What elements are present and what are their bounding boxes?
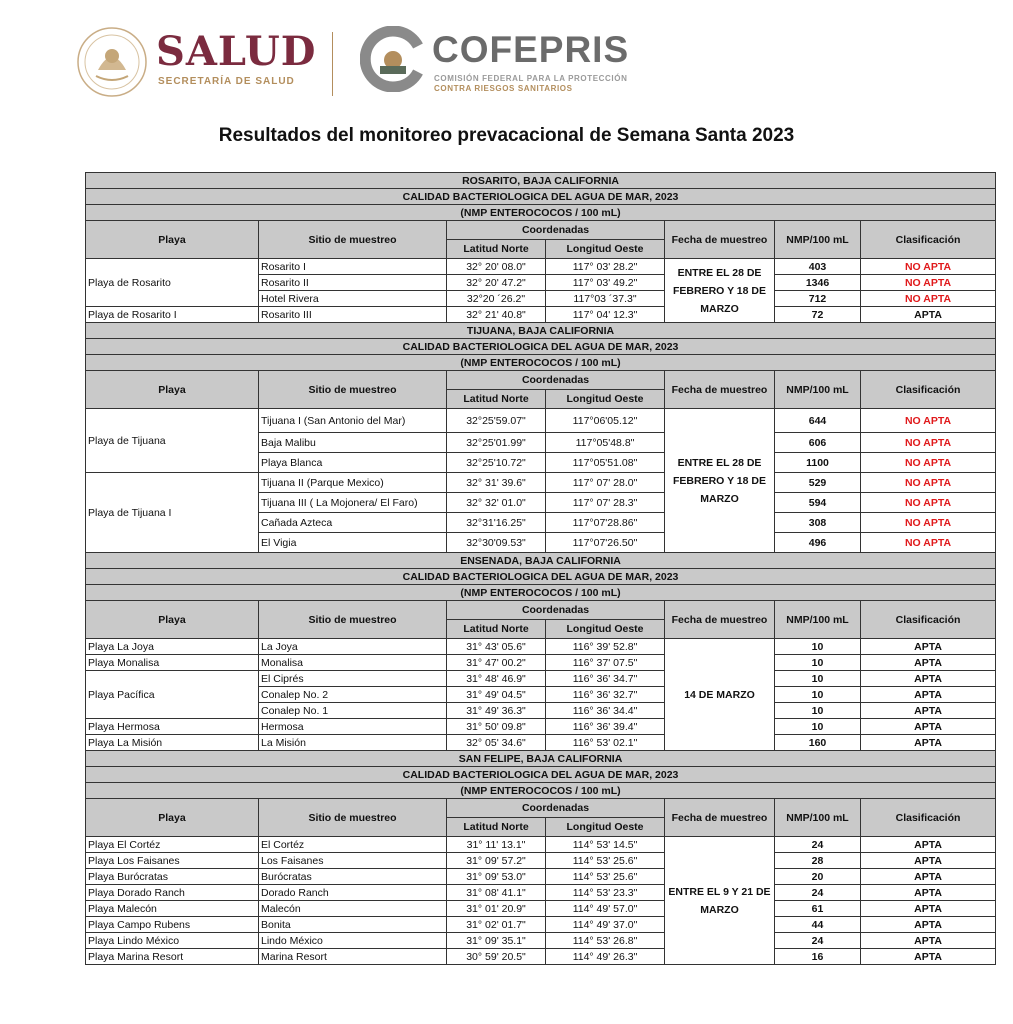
classification-badge: APTA bbox=[861, 949, 996, 965]
classification-badge: APTA bbox=[861, 933, 996, 949]
longitud-cell: 116° 53' 02.1" bbox=[546, 735, 665, 751]
col-header-latitud: Latitud Norte bbox=[447, 620, 546, 639]
playa-cell: Playa Malecón bbox=[86, 901, 259, 917]
page-title: Resultados del monitoreo prevacacional de Semana Santa 2023 bbox=[218, 125, 795, 146]
results-table-wrap bbox=[85, 172, 995, 965]
section-3-quality-title bbox=[86, 569, 996, 585]
nmp-cell: 606 bbox=[775, 433, 861, 453]
longitud-cell: 114° 49' 26.3" bbox=[546, 949, 665, 965]
col-header-sitio: Sitio de muestreo bbox=[259, 221, 447, 259]
sitio-cell: Tijuana II (Parque Mexico) bbox=[259, 473, 447, 493]
nmp-cell: 1100 bbox=[775, 453, 861, 473]
nmp-cell: 24 bbox=[775, 885, 861, 901]
results-table bbox=[85, 172, 996, 965]
table-row bbox=[86, 837, 996, 853]
longitud-cell: 117° 04' 12.3" bbox=[546, 307, 665, 323]
section-3-region-title-text: ENSENADA, BAJA CALIFORNIA bbox=[86, 553, 996, 569]
classification-badge: APTA bbox=[861, 837, 996, 853]
playa-cell: Playa Hermosa bbox=[86, 719, 259, 735]
playa-cell: Playa de Rosarito bbox=[86, 259, 259, 307]
col-header-latitud: Latitud Norte bbox=[447, 818, 546, 837]
classification-badge: NO APTA bbox=[861, 275, 996, 291]
col-header-fecha: Fecha de muestreo bbox=[665, 221, 775, 259]
nmp-cell: 10 bbox=[775, 703, 861, 719]
nmp-cell: 10 bbox=[775, 671, 861, 687]
longitud-cell: 114° 53' 23.3" bbox=[546, 885, 665, 901]
playa-cell: Playa Campo Rubens bbox=[86, 917, 259, 933]
col-header-longitud: Longitud Oeste bbox=[546, 390, 665, 409]
longitud-cell: 117°06'05.12" bbox=[546, 409, 665, 433]
sitio-cell: Marina Resort bbox=[259, 949, 447, 965]
col-header-clasificacion: Clasificación bbox=[861, 371, 996, 409]
sitio-cell: El Cortéz bbox=[259, 837, 447, 853]
table-row bbox=[86, 719, 996, 735]
playa-cell: Playa La Joya bbox=[86, 639, 259, 655]
latitud-cell: 31° 48' 46.9" bbox=[447, 671, 546, 687]
longitud-cell: 114° 53' 14.5" bbox=[546, 837, 665, 853]
col-header-clasificacion: Clasificación bbox=[861, 221, 996, 259]
latitud-cell: 32°25'10.72" bbox=[447, 453, 546, 473]
col-header-fecha: Fecha de muestreo bbox=[665, 601, 775, 639]
classification-badge: APTA bbox=[861, 671, 996, 687]
playa-cell: Playa Dorado Ranch bbox=[86, 885, 259, 901]
longitud-cell: 114° 53' 26.8" bbox=[546, 933, 665, 949]
section-2-region-title-text: TIJUANA, BAJA CALIFORNIA bbox=[86, 323, 996, 339]
classification-badge: NO APTA bbox=[861, 493, 996, 513]
latitud-cell: 32°31'16.25" bbox=[447, 513, 546, 533]
col-header-longitud: Longitud Oeste bbox=[546, 818, 665, 837]
longitud-cell: 117°03 ´37.3" bbox=[546, 291, 665, 307]
classification-badge: NO APTA bbox=[861, 259, 996, 275]
latitud-cell: 31° 47' 00.2" bbox=[447, 655, 546, 671]
classification-badge: NO APTA bbox=[861, 533, 996, 553]
classification-badge: APTA bbox=[861, 901, 996, 917]
table-row bbox=[86, 949, 996, 965]
table-row bbox=[86, 735, 996, 751]
col-header-nmp: NMP/100 mL bbox=[775, 371, 861, 409]
section-3-header-row-1 bbox=[86, 601, 996, 620]
longitud-cell: 114° 53' 25.6" bbox=[546, 853, 665, 869]
latitud-cell: 31° 49' 36.3" bbox=[447, 703, 546, 719]
table-row bbox=[86, 869, 996, 885]
nmp-cell: 712 bbox=[775, 291, 861, 307]
col-header-nmp: NMP/100 mL bbox=[775, 221, 861, 259]
classification-badge: APTA bbox=[861, 703, 996, 719]
classification-badge: APTA bbox=[861, 687, 996, 703]
nmp-cell: 28 bbox=[775, 853, 861, 869]
sitio-cell: Rosarito III bbox=[259, 307, 447, 323]
col-header-sitio: Sitio de muestreo bbox=[259, 601, 447, 639]
table-row bbox=[86, 853, 996, 869]
col-header-coordenadas: Coordenadas bbox=[447, 371, 665, 390]
longitud-cell: 116° 36' 32.7" bbox=[546, 687, 665, 703]
section-1-header-row-1 bbox=[86, 221, 996, 240]
latitud-cell: 31° 08' 41.1" bbox=[447, 885, 546, 901]
latitud-cell: 31° 09' 35.1" bbox=[447, 933, 546, 949]
longitud-cell: 117° 07' 28.3" bbox=[546, 493, 665, 513]
col-header-fecha: Fecha de muestreo bbox=[665, 371, 775, 409]
classification-badge: NO APTA bbox=[861, 453, 996, 473]
col-header-latitud: Latitud Norte bbox=[447, 390, 546, 409]
col-header-playa: Playa bbox=[86, 601, 259, 639]
table-row bbox=[86, 655, 996, 671]
cofepris-logo-icon bbox=[360, 26, 426, 92]
mexico-seal-icon bbox=[76, 26, 148, 98]
latitud-cell: 32° 05' 34.6" bbox=[447, 735, 546, 751]
col-header-sitio: Sitio de muestreo bbox=[259, 799, 447, 837]
nmp-cell: 61 bbox=[775, 901, 861, 917]
table-row bbox=[86, 639, 996, 655]
nmp-cell: 308 bbox=[775, 513, 861, 533]
sitio-cell: Burócratas bbox=[259, 869, 447, 885]
sitio-cell: Malecón bbox=[259, 901, 447, 917]
col-header-nmp: NMP/100 mL bbox=[775, 799, 861, 837]
nmp-cell: 10 bbox=[775, 687, 861, 703]
latitud-cell: 30° 59' 20.5" bbox=[447, 949, 546, 965]
cofepris-subtitle-2: CONTRA RIESGOS SANITARIOS bbox=[434, 84, 573, 93]
latitud-cell: 31° 43' 05.6" bbox=[447, 639, 546, 655]
logo-divider bbox=[332, 32, 333, 96]
longitud-cell: 116° 36' 34.7" bbox=[546, 671, 665, 687]
latitud-cell: 31° 09' 53.0" bbox=[447, 869, 546, 885]
playa-cell: Playa Monalisa bbox=[86, 655, 259, 671]
sitio-cell: Baja Malibu bbox=[259, 433, 447, 453]
nmp-cell: 1346 bbox=[775, 275, 861, 291]
table-row bbox=[86, 917, 996, 933]
latitud-cell: 31° 11' 13.1" bbox=[447, 837, 546, 853]
sitio-cell: Monalisa bbox=[259, 655, 447, 671]
nmp-cell: 16 bbox=[775, 949, 861, 965]
nmp-cell: 24 bbox=[775, 933, 861, 949]
classification-badge: APTA bbox=[861, 735, 996, 751]
table-row bbox=[86, 409, 996, 433]
sitio-cell: Lindo México bbox=[259, 933, 447, 949]
section-2-header-row-1 bbox=[86, 371, 996, 390]
playa-cell: Playa de Rosarito I bbox=[86, 307, 259, 323]
table-row bbox=[86, 473, 996, 493]
section-3-unit-title bbox=[86, 585, 996, 601]
playa-cell: Playa Los Faisanes bbox=[86, 853, 259, 869]
col-header-nmp: NMP/100 mL bbox=[775, 601, 861, 639]
section-3-quality-title-text: CALIDAD BACTERIOLOGICA DEL AGUA DE MAR, 2023 bbox=[86, 569, 996, 585]
section-1-region-title-text: ROSARITO, BAJA CALIFORNIA bbox=[86, 173, 996, 189]
nmp-cell: 160 bbox=[775, 735, 861, 751]
sitio-cell: Conalep No. 2 bbox=[259, 687, 447, 703]
classification-badge: APTA bbox=[861, 853, 996, 869]
latitud-cell: 32°20 ´26.2" bbox=[447, 291, 546, 307]
sitio-cell: Playa Blanca bbox=[259, 453, 447, 473]
col-header-playa: Playa bbox=[86, 221, 259, 259]
col-header-coordenadas: Coordenadas bbox=[447, 601, 665, 620]
col-header-fecha: Fecha de muestreo bbox=[665, 799, 775, 837]
latitud-cell: 32° 31' 39.6" bbox=[447, 473, 546, 493]
section-2-region-title bbox=[86, 323, 996, 339]
salud-wordmark: SALUD bbox=[156, 28, 317, 75]
sitio-cell: Tijuana III ( La Mojonera/ El Faro) bbox=[259, 493, 447, 513]
col-header-clasificacion: Clasificación bbox=[861, 601, 996, 639]
sitio-cell: La Joya bbox=[259, 639, 447, 655]
latitud-cell: 32° 20' 08.0" bbox=[447, 259, 546, 275]
section-4-region-title-text: SAN FELIPE, BAJA CALIFORNIA bbox=[86, 751, 996, 767]
playa-cell: Playa de Tijuana I bbox=[86, 473, 259, 553]
sitio-cell: Bonita bbox=[259, 917, 447, 933]
section-2-unit-title-text: (NMP ENTEROCOCOS / 100 mL) bbox=[86, 355, 996, 371]
latitud-cell: 32°25'01.99" bbox=[447, 433, 546, 453]
col-header-playa: Playa bbox=[86, 799, 259, 837]
longitud-cell: 116° 39' 52.8" bbox=[546, 639, 665, 655]
col-header-sitio: Sitio de muestreo bbox=[259, 371, 447, 409]
section-1-quality-title bbox=[86, 189, 996, 205]
fecha-cell: ENTRE EL 28 DE FEBRERO Y 18 DE MARZO bbox=[665, 409, 775, 553]
section-3-unit-title-text: (NMP ENTEROCOCOS / 100 mL) bbox=[86, 585, 996, 601]
classification-badge: APTA bbox=[861, 639, 996, 655]
playa-cell: Playa Lindo México bbox=[86, 933, 259, 949]
sitio-cell: El Ciprés bbox=[259, 671, 447, 687]
header-logos bbox=[70, 18, 670, 102]
sitio-cell: Hotel Rivera bbox=[259, 291, 447, 307]
table-row bbox=[86, 933, 996, 949]
latitud-cell: 31° 02' 01.7" bbox=[447, 917, 546, 933]
nmp-cell: 44 bbox=[775, 917, 861, 933]
longitud-cell: 117°05'48.8" bbox=[546, 433, 665, 453]
fecha-cell: ENTRE EL 9 Y 21 DE MARZO bbox=[665, 837, 775, 965]
section-4-unit-title-text: (NMP ENTEROCOCOS / 100 mL) bbox=[86, 783, 996, 799]
playa-cell: Playa El Cortéz bbox=[86, 837, 259, 853]
longitud-cell: 117° 03' 28.2" bbox=[546, 259, 665, 275]
longitud-cell: 114° 49' 57.0" bbox=[546, 901, 665, 917]
classification-badge: NO APTA bbox=[861, 409, 996, 433]
nmp-cell: 10 bbox=[775, 655, 861, 671]
section-4-unit-title bbox=[86, 783, 996, 799]
table-row bbox=[86, 259, 996, 275]
classification-badge: APTA bbox=[861, 869, 996, 885]
results-table-body bbox=[86, 173, 996, 965]
classification-badge: NO APTA bbox=[861, 291, 996, 307]
col-header-latitud: Latitud Norte bbox=[447, 240, 546, 259]
sitio-cell: El Vigia bbox=[259, 533, 447, 553]
classification-badge: APTA bbox=[861, 307, 996, 323]
nmp-cell: 72 bbox=[775, 307, 861, 323]
longitud-cell: 116° 36' 34.4" bbox=[546, 703, 665, 719]
latitud-cell: 31° 09' 57.2" bbox=[447, 853, 546, 869]
section-1-unit-title-text: (NMP ENTEROCOCOS / 100 mL) bbox=[86, 205, 996, 221]
sitio-cell: Rosarito I bbox=[259, 259, 447, 275]
cofepris-wordmark: COFEPRIS bbox=[432, 29, 630, 70]
nmp-cell: 403 bbox=[775, 259, 861, 275]
playa-cell: Playa La Misión bbox=[86, 735, 259, 751]
nmp-cell: 10 bbox=[775, 639, 861, 655]
latitud-cell: 32° 20' 47.2" bbox=[447, 275, 546, 291]
table-row bbox=[86, 671, 996, 687]
sitio-cell: Los Faisanes bbox=[259, 853, 447, 869]
playa-cell: Playa Burócratas bbox=[86, 869, 259, 885]
longitud-cell: 114° 53' 25.6" bbox=[546, 869, 665, 885]
playa-cell: Playa Marina Resort bbox=[86, 949, 259, 965]
col-header-coordenadas: Coordenadas bbox=[447, 221, 665, 240]
section-2-quality-title bbox=[86, 339, 996, 355]
longitud-cell: 117° 03' 49.2" bbox=[546, 275, 665, 291]
latitud-cell: 32°25'59.07" bbox=[447, 409, 546, 433]
section-3-region-title bbox=[86, 553, 996, 569]
col-header-longitud: Longitud Oeste bbox=[546, 240, 665, 259]
section-1-unit-title bbox=[86, 205, 996, 221]
latitud-cell: 31° 49' 04.5" bbox=[447, 687, 546, 703]
fecha-cell: ENTRE EL 28 DE FEBRERO Y 18 DE MARZO bbox=[665, 259, 775, 323]
col-header-clasificacion: Clasificación bbox=[861, 799, 996, 837]
classification-badge: NO APTA bbox=[861, 513, 996, 533]
col-header-coordenadas: Coordenadas bbox=[447, 799, 665, 818]
sitio-cell: Hermosa bbox=[259, 719, 447, 735]
section-2-unit-title bbox=[86, 355, 996, 371]
section-1-quality-title-text: CALIDAD BACTERIOLOGICA DEL AGUA DE MAR, 2023 bbox=[86, 189, 996, 205]
longitud-cell: 117°07'26.50" bbox=[546, 533, 665, 553]
longitud-cell: 117°07'28.86" bbox=[546, 513, 665, 533]
latitud-cell: 32° 32' 01.0" bbox=[447, 493, 546, 513]
playa-cell: Playa Pacífica bbox=[86, 671, 259, 719]
nmp-cell: 644 bbox=[775, 409, 861, 433]
playa-cell: Playa de Tijuana bbox=[86, 409, 259, 473]
nmp-cell: 594 bbox=[775, 493, 861, 513]
sitio-cell: Cañada Azteca bbox=[259, 513, 447, 533]
section-4-quality-title bbox=[86, 767, 996, 783]
classification-badge: APTA bbox=[861, 655, 996, 671]
nmp-cell: 10 bbox=[775, 719, 861, 735]
classification-badge: APTA bbox=[861, 719, 996, 735]
salud-subtitle: SECRETARÍA DE SALUD bbox=[158, 76, 295, 87]
table-row bbox=[86, 901, 996, 917]
nmp-cell: 496 bbox=[775, 533, 861, 553]
latitud-cell: 31° 01' 20.9" bbox=[447, 901, 546, 917]
nmp-cell: 529 bbox=[775, 473, 861, 493]
longitud-cell: 117°05'51.08" bbox=[546, 453, 665, 473]
classification-badge: APTA bbox=[861, 885, 996, 901]
latitud-cell: 31° 50' 09.8" bbox=[447, 719, 546, 735]
col-header-longitud: Longitud Oeste bbox=[546, 620, 665, 639]
longitud-cell: 114° 49' 37.0" bbox=[546, 917, 665, 933]
sitio-cell: Rosarito II bbox=[259, 275, 447, 291]
latitud-cell: 32°30'09.53" bbox=[447, 533, 546, 553]
section-4-quality-title-text: CALIDAD BACTERIOLOGICA DEL AGUA DE MAR, 2023 bbox=[86, 767, 996, 783]
longitud-cell: 116° 36' 39.4" bbox=[546, 719, 665, 735]
section-1-region-title bbox=[86, 173, 996, 189]
sitio-cell: Conalep No. 1 bbox=[259, 703, 447, 719]
col-header-playa: Playa bbox=[86, 371, 259, 409]
longitud-cell: 116° 37' 07.5" bbox=[546, 655, 665, 671]
classification-badge: APTA bbox=[861, 917, 996, 933]
classification-badge: NO APTA bbox=[861, 433, 996, 453]
table-row bbox=[86, 307, 996, 323]
section-4-region-title bbox=[86, 751, 996, 767]
section-4-header-row-1 bbox=[86, 799, 996, 818]
sitio-cell: La Misión bbox=[259, 735, 447, 751]
sitio-cell: Dorado Ranch bbox=[259, 885, 447, 901]
table-row bbox=[86, 885, 996, 901]
classification-badge: NO APTA bbox=[861, 473, 996, 493]
section-2-quality-title-text: CALIDAD BACTERIOLOGICA DEL AGUA DE MAR, 2023 bbox=[86, 339, 996, 355]
nmp-cell: 20 bbox=[775, 869, 861, 885]
nmp-cell: 24 bbox=[775, 837, 861, 853]
cofepris-subtitle-1: COMISIÓN FEDERAL PARA LA PROTECCIÓN bbox=[434, 74, 628, 83]
fecha-cell: 14 DE MARZO bbox=[665, 639, 775, 751]
sitio-cell: Tijuana I (San Antonio del Mar) bbox=[259, 409, 447, 433]
latitud-cell: 32° 21' 40.8" bbox=[447, 307, 546, 323]
longitud-cell: 117° 07' 28.0" bbox=[546, 473, 665, 493]
